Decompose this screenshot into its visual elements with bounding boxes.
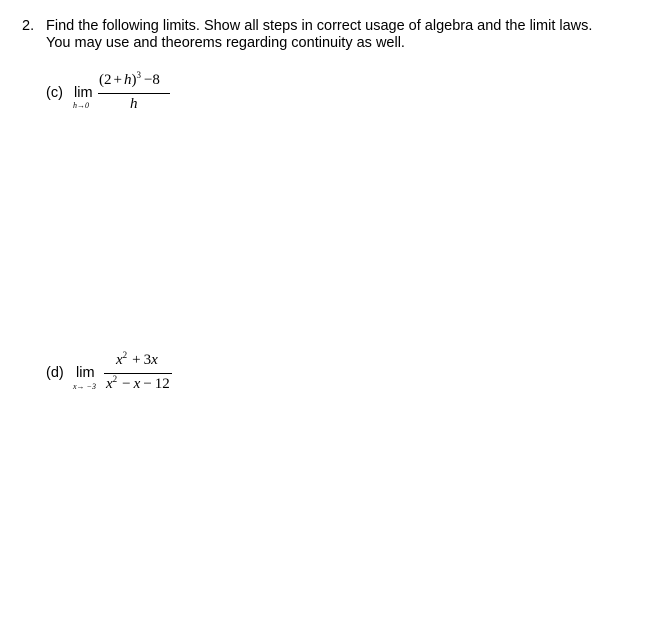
part-c-label: (c) [46,85,63,101]
part-c-denominator: h [130,96,138,112]
part-d-lim-subscript: x→ −3 [73,382,96,391]
question-text: Find the following limits. Show all steps in correct usage of algebra and the limit laws. You may use and theorems regarding continuity as well. [46,18,593,51]
part-d-lim: lim [76,365,95,381]
part-c-fraction-bar [98,93,170,94]
part-c-numerator: $(2 + h)^3 -8$ [99,70,160,88]
question-number: 2. [22,18,35,34]
part-c-lim-subscript: h→0 [73,101,89,110]
part-d-numerator: $x^2 + 3x$ [116,350,158,368]
part-d-denominator: $x^2 - x - 12$ [106,374,170,392]
part-c-lim: lim [74,85,93,101]
part-d-label: (d) [46,365,64,381]
